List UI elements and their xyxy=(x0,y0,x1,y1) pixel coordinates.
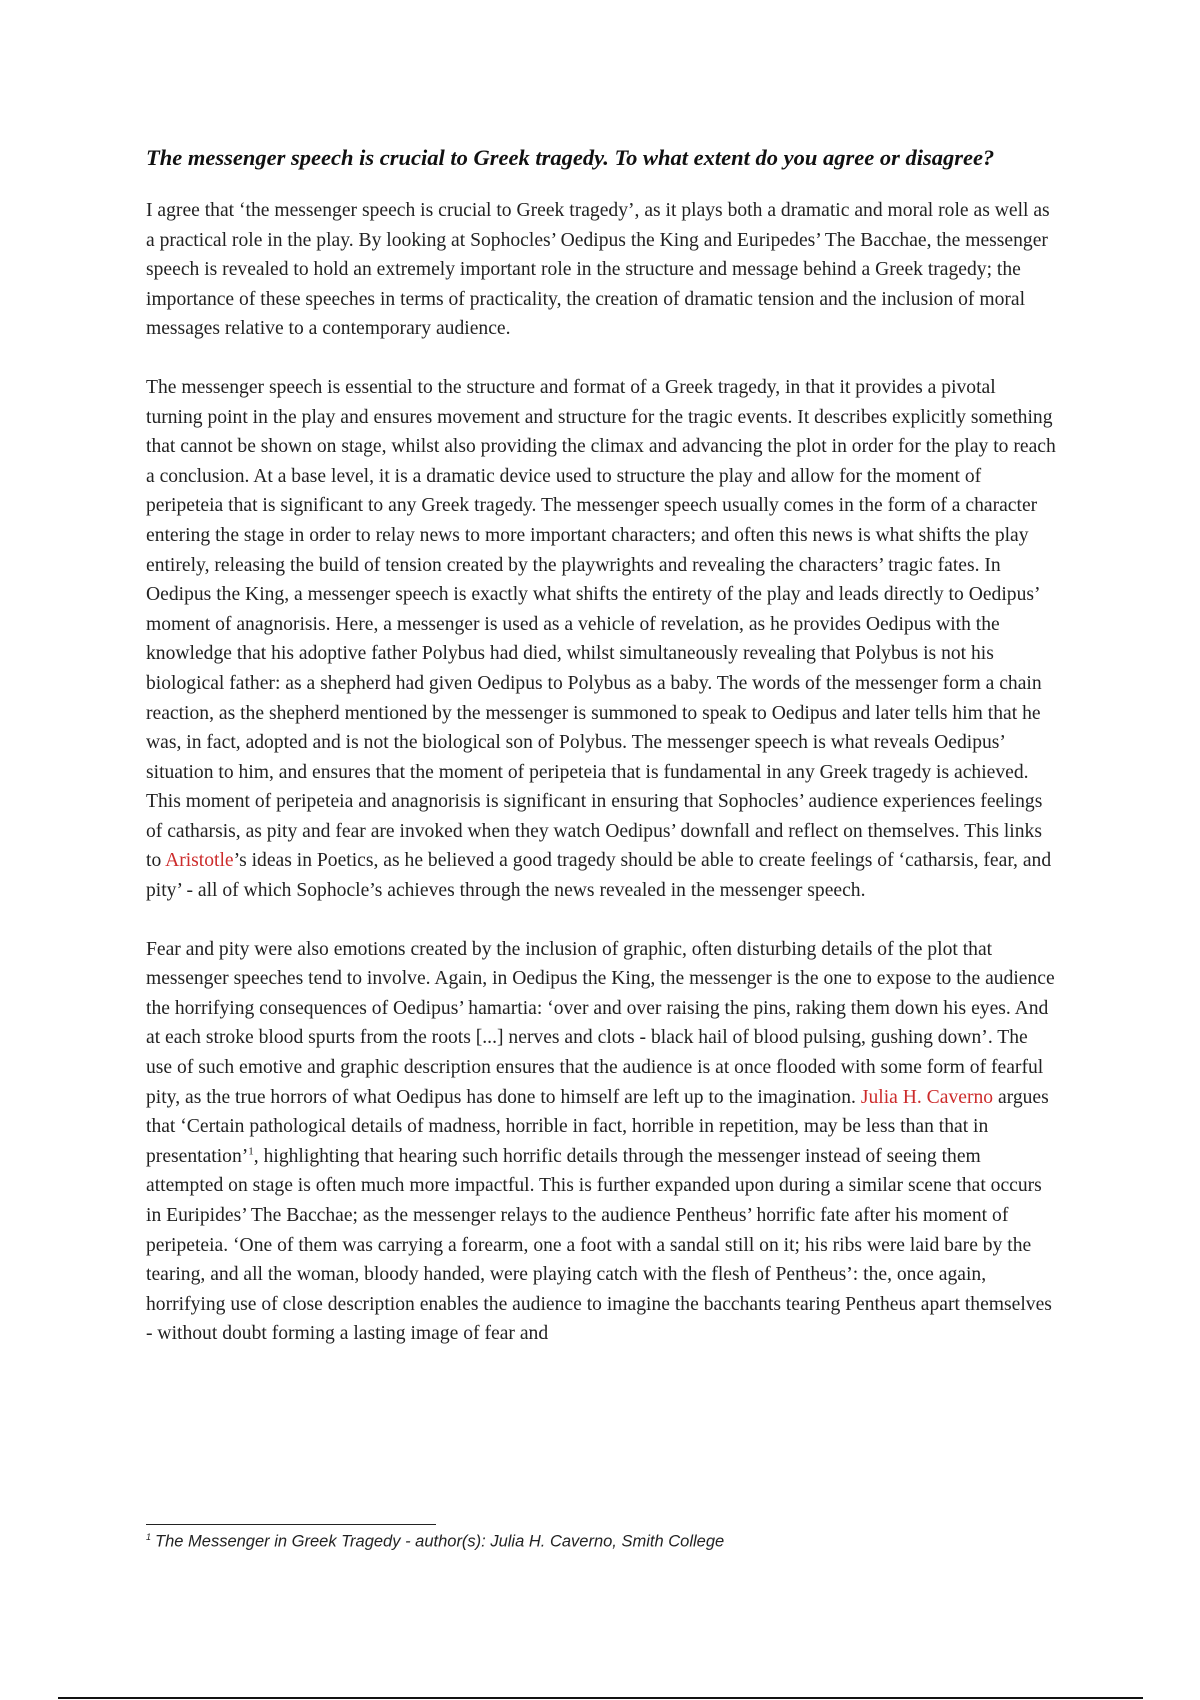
footnote-reference[interactable]: 1 xyxy=(248,1145,254,1158)
paragraph-text: argues that ‘Certain pathological details of madness, horrible in fact, horrible in repetition, may be less than that in presentation’ xyxy=(146,1086,1049,1167)
paragraph-text: , highlighting that hearing such horrific details through the messenger instead of seeing them attempted on stage is often much more impactful. This is further expanded upon during a similar scene that occurs in Euripides’ The Bacchae; as the messenger relays to the audience Pentheus’ horrific fate after his moment of peripeteia. ‘One of them was carrying a forearm, one a foot with a sandal still on it; his ribs were laid bare by the tearing, and all the woman, bloody handed, were playing catch with the flesh of Pentheus’: the, once again, horrifying use of close description enables the audience to imagine the bacchants tearing Pentheus apart themselves - without doubt forming a lasting image of fear and xyxy=(146,1145,1052,1345)
essay-title: The messenger speech is crucial to Greek tragedy. To what extent do you agree or disagree? xyxy=(146,145,995,170)
paragraph-introduction: I agree that ‘the messenger speech is crucial to Greek tragedy’, as it plays both a dramatic and moral role as well as a practical role in the play. By looking at Sophocles’ Oedipus the King and Euripedes’ The Bacchae, the messenger speech is revealed to hold an extremely important role in the structure and message behind a Greek tragedy; the importance of these speeches in terms of practicality, the creation of dramatic tension and the inclusion of moral messages relative to a contemporary audience. xyxy=(146,200,1050,340)
footnote-divider xyxy=(146,1524,436,1525)
footnote xyxy=(146,1532,724,1552)
paragraph-structure xyxy=(146,373,1056,906)
page-bottom-rule xyxy=(58,1697,1143,1699)
paragraph-text: ’s ideas in Poetics, as he believed a good tragedy should be able to create feelings of ‘catharsis, fear, and pity’ - all of which Sophocle’s achieves through the news revealed in the messenger speech. xyxy=(146,850,1052,902)
aristotle-link[interactable]: Aristotle xyxy=(165,850,234,872)
footnote-text: The Messenger in Greek Tragedy - author(s): Julia H. Caverno, Smith College xyxy=(155,1532,725,1551)
paragraph-fear-pity xyxy=(146,935,1056,1349)
paragraph-text: Fear and pity were also emotions created by the inclusion of graphic, often disturbing details of the plot that messenger speeches tend to involve. Again, in Oedipus the King, the messenger is the one to expose to the audience the horrifying consequences of Oedipus’ hamartia: ‘over and over raising the pins, raking them down his eyes. And at each stroke blood spurts from the roots [...] nerves and clots - black hail of blood pulsing, gushing down’. The use of such emotive and graphic description ensures that the audience is at once flooded with some form of fearful pity, as the true horrors of what Oedipus has done to himself are left up to the imagination. xyxy=(146,938,1055,1108)
caverno-link[interactable]: Julia H. Caverno xyxy=(860,1086,994,1108)
paragraph-text: The messenger speech is essential to the structure and format of a Greek tragedy, in that it provides a pivotal turning point in the play and ensures movement and structure for the tragic events. It describes explicitly something that cannot be shown on stage, whilst also providing the climax and advancing the plot in order for the play to reach a conclusion. At a base level, it is a dramatic device used to structure the play and allow for the moment of peripeteia that is significant to any Greek tragedy. The messenger speech usually comes in the form of a character entering the stage in order to relay news to more important characters; and often this news is what shifts the play entirely, releasing the build of tension created by the playwrights and revealing the characters’ tragic fates. In Oedipus the King, a messenger speech is exactly what shifts the entirety of the play and leads directly to Oedipus’ moment of anagnorisis. Here, a messenger is used as a vehicle of revelation, as he provides Oedipus with the knowledge that his adoptive father Polybus had died, whilst simultaneously revealing that Polybus is not his biological father: as a shepherd had given Oedipus to Polybus as a baby. The words of the messenger form a chain reaction, as the shepherd mentioned by the messenger is summoned to speak to Oedipus and later tells him that he was, in fact, adopted and is not the biological son of Polybus. The messenger speech is what reveals Oedipus’ situation to him, and ensures that the moment of peripeteia that is fundamental in any Greek tragedy is achieved. This moment of peripeteia and anagnorisis is significant in ensuring that Sophocles’ audience experiences feelings of catharsis, as pity and fear are invoked when they watch Oedipus’ downfall and reflect on themselves. This links to xyxy=(146,376,1056,872)
footnote-number: 1 xyxy=(146,1532,152,1542)
document-body xyxy=(146,142,1056,1378)
